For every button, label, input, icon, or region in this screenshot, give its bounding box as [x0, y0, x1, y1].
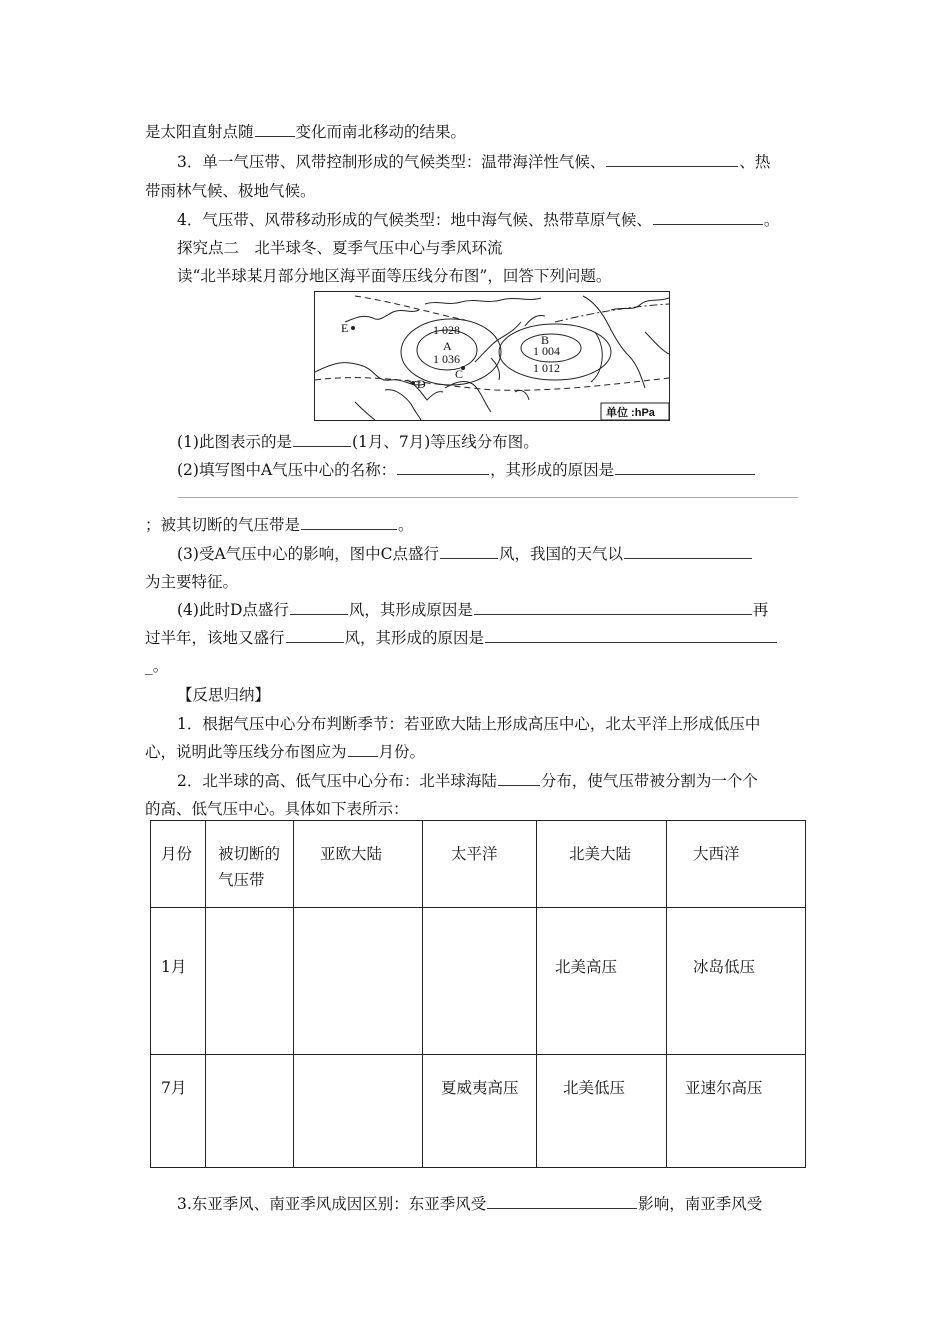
text: 再	[752, 601, 769, 619]
table-cell: 北美高压	[537, 908, 667, 1055]
question-4-end: _。	[145, 657, 169, 675]
text: 。	[763, 211, 780, 229]
map-label-e: E	[341, 321, 349, 335]
answer-blank[interactable]	[498, 770, 540, 786]
text: 2．北半球的高、低气压中心分布：北半球海陆	[177, 772, 497, 790]
text: 月份。	[378, 743, 426, 761]
answer-blank[interactable]	[606, 151, 738, 167]
answer-line[interactable]	[178, 497, 798, 498]
header-cell: 太平洋	[423, 821, 537, 908]
map-label-1028: 1 028	[433, 323, 460, 337]
table-cell: 1月	[151, 908, 206, 1055]
table-cell: 7月	[151, 1055, 206, 1168]
pressure-center-table	[150, 820, 806, 1168]
table-cell: 冰岛低压	[667, 908, 806, 1055]
section-heading: 探究点二 北半球冬、夏季气压中心与季风环流	[177, 239, 503, 257]
text-line	[177, 151, 770, 173]
answer-blank[interactable]	[653, 209, 763, 225]
question-1	[177, 431, 539, 453]
text: 心，说明此等压线分布图应为	[145, 743, 347, 761]
answer-blank[interactable]	[301, 514, 397, 530]
table-cell: 夏威夷高压	[423, 1055, 537, 1168]
isobar-map-svg	[315, 292, 669, 420]
question-2-cont	[145, 514, 414, 536]
text: 过半年，该地又盛行	[145, 629, 285, 647]
map-label-d: D	[417, 377, 426, 391]
isobar-map	[314, 291, 670, 421]
table-cell[interactable]	[423, 908, 537, 1055]
text: 分布，使气压带被分割为一个个	[540, 772, 758, 790]
question-3	[177, 543, 753, 565]
map-label-1036: 1 036	[433, 352, 460, 366]
reflection-2-cont: 的高、低气压中心。具体如下表所示：	[145, 800, 409, 818]
text: 4．气压带、风带移动形成的气候类型：地中海气候、热带草原气候、	[177, 211, 652, 229]
table-cell[interactable]	[206, 1055, 294, 1168]
text: (1月、7月)等压线分布图。	[351, 433, 539, 451]
table-cell[interactable]	[294, 908, 423, 1055]
answer-blank[interactable]	[255, 121, 295, 137]
text: 风，我国的天气以	[499, 545, 624, 563]
text: 变化而南北移动的结果。	[295, 123, 467, 141]
reflection-2	[177, 770, 758, 792]
map-label-a: A	[443, 339, 452, 353]
answer-blank[interactable]	[293, 431, 351, 447]
answer-blank[interactable]	[487, 1193, 637, 1209]
reflection-3	[177, 1193, 762, 1215]
map-label-1012: 1 012	[533, 361, 560, 375]
answer-blank[interactable]	[474, 599, 752, 615]
answer-blank[interactable]	[397, 459, 489, 475]
text: (2)填写图中A气压中心的名称：	[177, 461, 397, 479]
table-cell[interactable]	[206, 908, 294, 1055]
text: 风，其形成的原因是	[344, 629, 485, 647]
map-unit: 单位 :hPa	[606, 407, 655, 419]
text: ，其形成的原因是	[490, 461, 615, 479]
question-4-cont	[145, 627, 778, 649]
question-2	[177, 459, 756, 481]
question-3-cont: 为主要特征。	[145, 573, 239, 591]
answer-blank[interactable]	[485, 627, 777, 643]
map-label-1004: 1 004	[533, 344, 560, 358]
header-cell: 北美大陆	[537, 821, 667, 908]
header-cell: 亚欧大陆	[294, 821, 423, 908]
answer-blank[interactable]	[286, 627, 344, 643]
table-cell: 亚速尔高压	[667, 1055, 806, 1168]
answer-blank[interactable]	[348, 741, 378, 757]
text: (4)此时D点盛行	[177, 601, 289, 619]
answer-blank[interactable]	[290, 599, 348, 615]
answer-blank[interactable]	[624, 543, 752, 559]
text: 、热	[739, 153, 771, 171]
map-label-c: C	[455, 367, 464, 381]
text-line	[145, 121, 466, 143]
reflection-title: 【反思归纳】	[177, 686, 271, 704]
header-cell: 被切断的 气压带	[206, 821, 294, 908]
text: 是太阳直射点随	[145, 123, 254, 141]
text: (1)此图表示的是	[177, 433, 292, 451]
map-label-b: B	[541, 333, 550, 347]
text-line	[177, 209, 779, 231]
text: 3.东亚季风、南亚季风成因区别：东亚季风受	[177, 1195, 487, 1213]
table-cell: 北美低压	[537, 1055, 667, 1168]
table-header-row	[151, 821, 806, 908]
table-row	[151, 908, 806, 1055]
text: 。	[398, 516, 414, 534]
text: ；被其切断的气压带是	[145, 516, 301, 534]
header-cell: 月份	[151, 821, 206, 908]
table-row	[151, 1055, 806, 1168]
text: 影响，南亚季风受	[638, 1195, 763, 1213]
text-line: 读“北半球某月部分地区海平面等压线分布图”，回答下列问题。	[177, 267, 612, 285]
question-4	[177, 599, 768, 621]
text: 风，其形成原因是	[348, 601, 473, 619]
text: (3)受A气压中心的影响，图中C点盛行	[177, 545, 440, 563]
reflection-1-cont	[145, 741, 425, 763]
answer-blank[interactable]	[615, 459, 755, 475]
table-cell[interactable]	[294, 1055, 423, 1168]
text: 3．单一气压带、风带控制形成的气候类型：温带海洋性气候、	[177, 153, 606, 171]
answer-blank[interactable]	[440, 543, 498, 559]
text-line: 带雨林气候、极地气候。	[145, 182, 316, 200]
header-cell: 大西洋	[667, 821, 806, 908]
reflection-1: 1．根据气压中心分布判断季节：若亚欧大陆上形成高压中心，北太平洋上形成低压中	[177, 715, 761, 733]
